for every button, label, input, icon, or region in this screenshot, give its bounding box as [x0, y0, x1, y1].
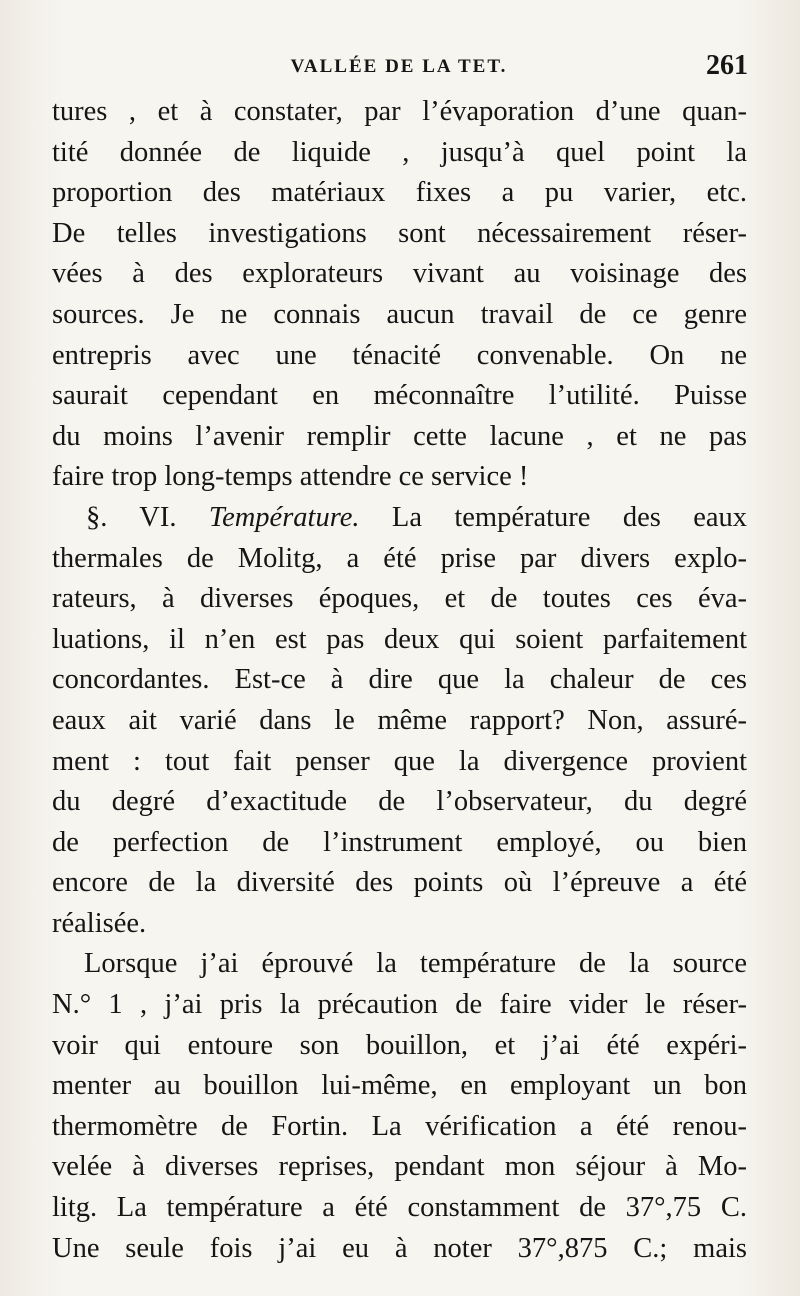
- text-line: thermomètre de Fortin. La vérification a été renou-: [52, 1110, 747, 1142]
- text-line: velée à diverses reprises, pendant mon séjour à Mo-: [52, 1151, 747, 1183]
- text-line: proportion des matériaux fixes a pu varier, etc.: [52, 177, 747, 209]
- text-line: luations, il n’en est pas deux qui soient parfaitement: [52, 623, 747, 655]
- text-line: du degré d’exactitude de l’observateur, du degré: [52, 786, 747, 818]
- text-line: concordantes. Est-ce à dire que la chaleur de ces: [52, 664, 747, 696]
- text-line: du moins l’avenir remplir cette lacune , et ne pas: [52, 420, 747, 452]
- text-line: eaux ait varié dans le même rapport? Non, assuré-: [52, 704, 747, 736]
- section-number: §. VI.: [86, 501, 177, 533]
- text-line: tité donnée de liquide , jusqu’à quel point la: [52, 136, 747, 168]
- text-line: entrepris avec une ténacité convenable. On ne: [52, 339, 747, 371]
- text-line: Une seule fois j’ai eu à noter 37°,875 C.; mais: [52, 1232, 747, 1264]
- text-line: voir qui entoure son bouillon, et j’ai été expéri-: [52, 1029, 747, 1061]
- text-line: encore de la diversité des points où l’épreuve a été: [52, 867, 747, 899]
- text-line: thermales de Molitg, a été prise par divers explo-: [52, 542, 747, 574]
- text-line: faire trop long-temps attendre ce service !: [52, 461, 529, 493]
- text-line: tures , et à constater, par l’évaporation d’une quan-: [52, 96, 747, 127]
- text-line: litg. La température a été constamment de 37°,75 C.: [52, 1192, 747, 1224]
- section-lead-text: La température des eaux: [391, 501, 748, 533]
- text-line: de perfection de l’instrument employé, ou bien: [52, 826, 747, 858]
- text-line: sources. Je ne connais aucun travail de ce genre: [52, 298, 747, 330]
- page-number: 261: [706, 50, 748, 81]
- text-line: réalisée.: [52, 907, 147, 939]
- text-line: vées à des explorateurs vivant au voisinage des: [52, 258, 747, 290]
- text-line: rateurs, à diverses époques, et de toutes ces éva-: [52, 583, 747, 615]
- text-line: N.° 1 , j’ai pris la précaution de faire vider le réser-: [52, 989, 747, 1021]
- body-text: [52, 92, 747, 1269]
- chapter-title: VALLÉE DE LA TET.: [290, 56, 508, 77]
- text-line: menter au bouillon lui-même, en employant un bon: [52, 1070, 747, 1102]
- text-line: ment : tout fait penser que la divergence provient: [52, 745, 747, 777]
- text-line: De telles investigations sont nécessairement réser-: [52, 217, 747, 249]
- text-line: saurait cependant en méconnaître l’utilité. Puisse: [52, 380, 747, 412]
- section-title: Température.: [208, 501, 360, 533]
- text-line: Lorsque j’ai éprouvé la température de la source: [84, 948, 747, 980]
- running-head: [50, 50, 748, 84]
- section-heading-line: [52, 498, 747, 539]
